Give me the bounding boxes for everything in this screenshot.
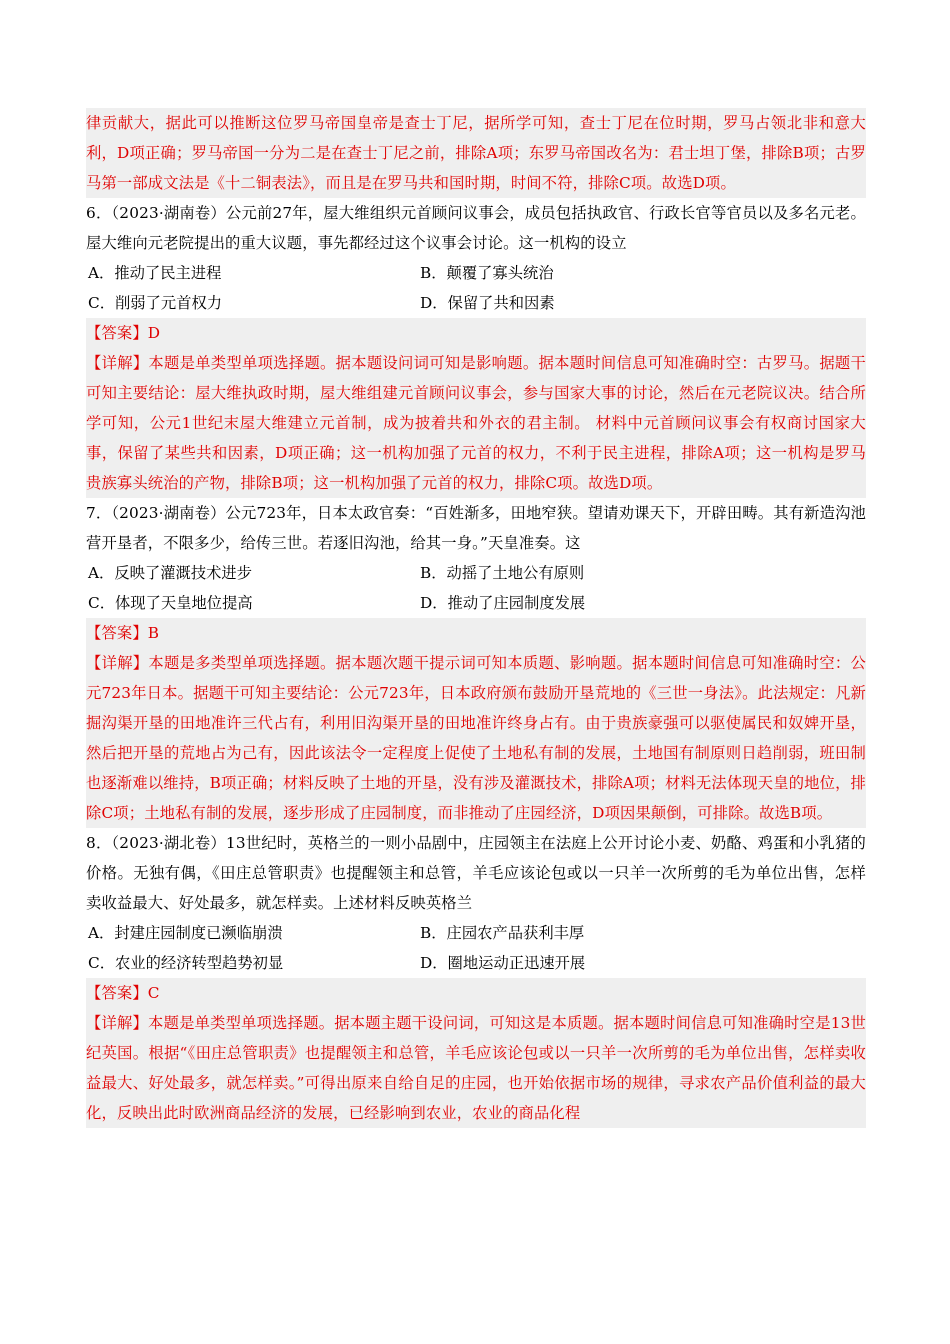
question-7-option-d: D．推动了庄园制度发展 xyxy=(420,594,586,612)
question-7-option-c: C．体现了天皇地位提高 xyxy=(88,594,253,612)
question-6-option-d: D．保留了共和因素 xyxy=(420,294,555,312)
question-8-option-a: A．封建庄园制度已濒临崩溃 xyxy=(88,924,283,942)
question-7-options-row1 xyxy=(86,558,866,588)
document-body xyxy=(86,108,866,1128)
q5-explanation-tail: 律贡献大，据此可以推断这位罗马帝国皇帝是查士丁尼，据所学可知，查士丁尼在位时期，罗马占领北非和意大利，D项正确；罗马帝国一分为二是在查士丁尼之前，排除A项；东罗马帝国改名为：君士坦丁堡，排除B项；古罗马第一部成文法是《十二铜表法》，而且是在罗马共和国时期，时间不符，排除C项。故选D项。 xyxy=(86,108,866,198)
question-6-stem: 6．（2023·湖南卷）公元前27年，屋大维组织元首顾问议事会，成员包括执政官、行政长官等官员以及多名元老。屋大维向元老院提出的重大议题，事先都经过这个议事会讨论。这一机构的设立 xyxy=(86,204,866,252)
question-6-option-a: A．推动了民主进程 xyxy=(88,264,222,282)
question-8-options-row1 xyxy=(86,918,866,948)
question-8-option-d: D．圈地运动正迅速开展 xyxy=(420,954,586,972)
question-7-stem: 7．（2023·湖南卷）公元723年，日本太政官奏：“百姓渐多，田地窄狭。望请劝课天下，开辟田畴。其有新造沟池营开垦者，不限多少，给传三世。若逐旧沟池，给其一身。”天皇准奏。这 xyxy=(86,504,866,552)
question-7-options-row2 xyxy=(86,588,866,618)
question-8-option-b: B．庄园农产品获利丰厚 xyxy=(420,924,585,942)
question-8-explanation: 【详解】本题是单类型单项选择题。据本题主题干设问词，可知这是本质题。据本题时间信息可知准确时空是13世纪英国。根据“《田庄总管职责》也提醒领主和总管，羊毛应该论包或以一只羊一次所剪的毛为单位出售，怎样卖收益最大、好处最多，就怎样卖。”可得出原来自给自足的庄园，也开始依据市场的规律，寻求农产品价值利益的最大化，反映出此时欧洲商品经济的发展，已经影响到农业，农业的商品化程 xyxy=(86,1008,866,1128)
question-7-option-a: A．反映了灌溉技术进步 xyxy=(88,564,253,582)
question-7-option-b: B．动摇了土地公有原则 xyxy=(420,564,585,582)
question-7-answer: 【答案】B xyxy=(86,618,866,648)
question-6-option-b: B．颠覆了寡头统治 xyxy=(420,264,554,282)
question-8-option-c: C．农业的经济转型趋势初显 xyxy=(88,954,284,972)
question-6-option-c: C．削弱了元首权力 xyxy=(88,294,223,312)
question-8-stem: 8．（2023·湖北卷）13世纪时，英格兰的一则小品剧中，庄园领主在法庭上公开讨论小麦、奶酪、鸡蛋和小乳猪的价格。无独有偶，《田庄总管职责》也提醒领主和总管，羊毛应该论包或以一只羊一次所剪的毛为单位出售，怎样卖收益最大、好处最多，就怎样卖。上述材料反映英格兰 xyxy=(86,834,866,912)
question-6-answer: 【答案】D xyxy=(86,318,866,348)
question-6-options-row2 xyxy=(86,288,866,318)
question-6-explanation: 【详解】本题是单类型单项选择题。据本题设问词可知是影响题。据本题时间信息可知准确时空：古罗马。据题干可知主要结论：屋大维执政时期，屋大维组建元首顾问议事会，参与国家大事的讨论，然后在元老院议决。结合所学可知，公元1世纪末屋大维建立元首制，成为披着共和外衣的君主制。 材料中元首顾问议事会有权商讨国家大事，保留了某些共和因素，D项正确；这一机构加强了元首的权力，不利于民主进程，排除A项；这一机构是罗马贵族寡头统治的产物，排除B项；这一机构加强了元首的权力，排除C项。故选D项。 xyxy=(86,348,866,498)
question-6-options-row1 xyxy=(86,258,866,288)
question-8-answer: 【答案】C xyxy=(86,978,866,1008)
question-8-options-row2 xyxy=(86,948,866,978)
question-7-explanation: 【详解】本题是多类型单项选择题。据本题次题干提示词可知本质题、影响题。据本题时间信息可知准确时空：公元723年日本。据题干可知主要结论：公元723年，日本政府颁布鼓励开垦荒地的《三世一身法》。此法规定：凡新掘沟渠开垦的田地准许三代占有，利用旧沟渠开垦的田地准许终身占有。由于贵族豪强可以驱使属民和奴婢开垦，然后把开垦的荒地占为己有，因此该法令一定程度上促使了土地私有制的发展，土地国有制原则日趋削弱，班田制也逐渐难以维持，B项正确；材料反映了土地的开垦，没有涉及灌溉技术，排除A项；材料无法体现天皇的地位，排除C项；土地私有制的发展，逐步形成了庄园制度，而非推动了庄园经济，D项因果颠倒，可排除。故选B项。 xyxy=(86,648,866,828)
